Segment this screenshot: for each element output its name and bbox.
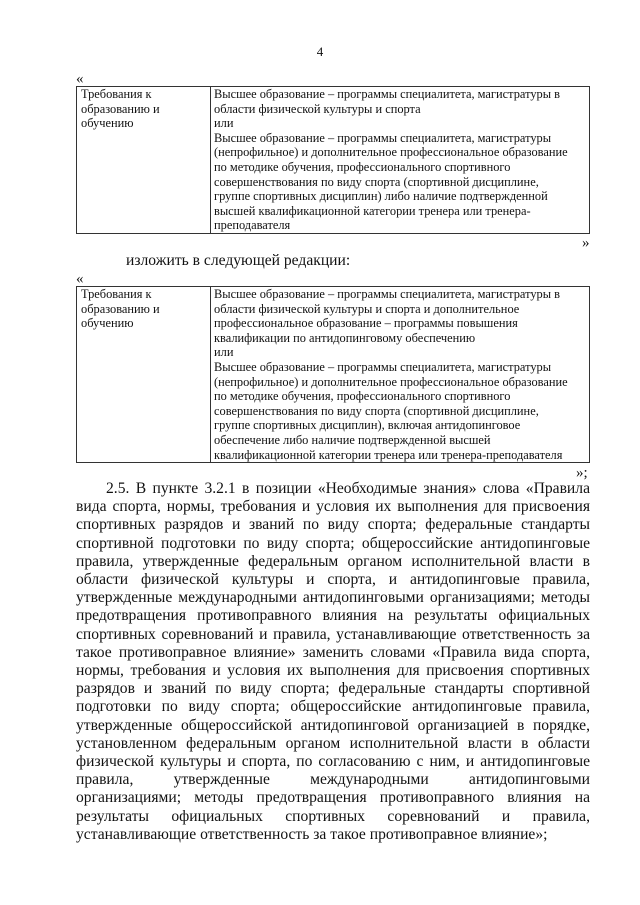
old-line: Высшее образование – программы специалитета, магистратуры [214,130,552,145]
page-number: 4 [316,44,324,59]
new-line: профессиональное образование – программы повышения [214,316,518,331]
old-table-label: Требования к образованию и обучению [77,87,211,234]
old-line: совершенствования по виду спорта (спортивной дисциплине, [214,174,539,189]
new-line: Высшее образование – программы специалитета, магистратуры в [214,287,560,301]
amendment-paragraph: 2.5. В пункте 3.2.1 в позиции «Необходимые знания» слова «Правила вида спорта, нормы, требования и условия их выполнения для присвоения спортивных разрядов и званий по виду спорта; федеральные стандарты спортивной подготовки по виду спорта; общероссийские антидопинговые правила, утвержденные федеральным органом исполнительной власти в области физической культуры и спорта, и антидопинговые правила, утвержденные международными антидопинговыми организациями; методы предотвращения противоправного влияния на результаты официальных спортивных соревнований и правила, устанавливающие ответственность за такое противоправное влияние» заменить словами «Правила вида спорта, нормы, требования и условия их выполнения для присвоения спортивных разрядов и званий по виду спорта; федеральные стандарты спортивной подготовки по виду спорта; общероссийские антидопинговые правила, утвержденные общероссийской антидопинговой организацией в порядке, установленном федеральным органом исполнительной власти в области физической культуры и спорта, по согласованию с ним, и антидопинговые правила, утвержденные международными антидопинговыми организациями; методы предотвращения противоправного влияния на результаты официальных спортивных соревнований и правила, устанавливающие ответственность за такое противоправное влияние»; [76,480,590,843]
intro-text: изложить в следующей редакции: [126,252,351,269]
new-requirements-table [76,286,590,463]
new-table-label: Требования к образованию и обучению [77,287,211,463]
new-line: группе спортивных дисциплин), включая антидопинговое [214,418,521,433]
new-table-open-quote: « [76,271,84,287]
old-line: преподавателя [214,218,291,233]
old-line: по методике обучения, профессионального спортивного [214,159,511,174]
old-line: (непрофильное) и дополнительное профессиональное образование [214,145,568,160]
old-line: группе спортивных дисциплин) либо наличие подтвержденной [214,189,548,204]
new-line: (непрофильное) и дополнительное профессиональное образование [214,374,568,389]
new-line: по методике обучения, профессионального спортивного [214,389,511,404]
new-line: или [214,345,234,360]
new-line: Высшее образование – программы специалитета, магистратуры [214,359,552,374]
new-line: обеспечение либо наличие подтвержденной высшей [214,432,491,447]
old-line: области физической культуры и спорта [214,101,421,116]
old-line: Высшее образование – программы специалитета, магистратуры в [214,87,560,101]
new-table-close-quote: »; [576,465,588,481]
new-line: квалификационной категории тренера или тренера-преподавателя [214,447,563,462]
old-table-open-quote: « [76,71,84,87]
old-requirements-table [76,86,590,234]
new-line: области физической культуры и спорта и дополнительное [214,301,520,316]
new-line: совершенствования по виду спорта (спортивной дисциплине, [214,403,539,418]
old-table-close-quote: » [582,235,590,251]
new-table-content [211,287,590,463]
new-line: квалификации по антидопинговому обеспечению [214,330,476,345]
old-table-content [211,87,590,234]
old-line: или [214,116,234,131]
old-line: высшей квалификационной категории тренера или тренера- [214,203,531,218]
